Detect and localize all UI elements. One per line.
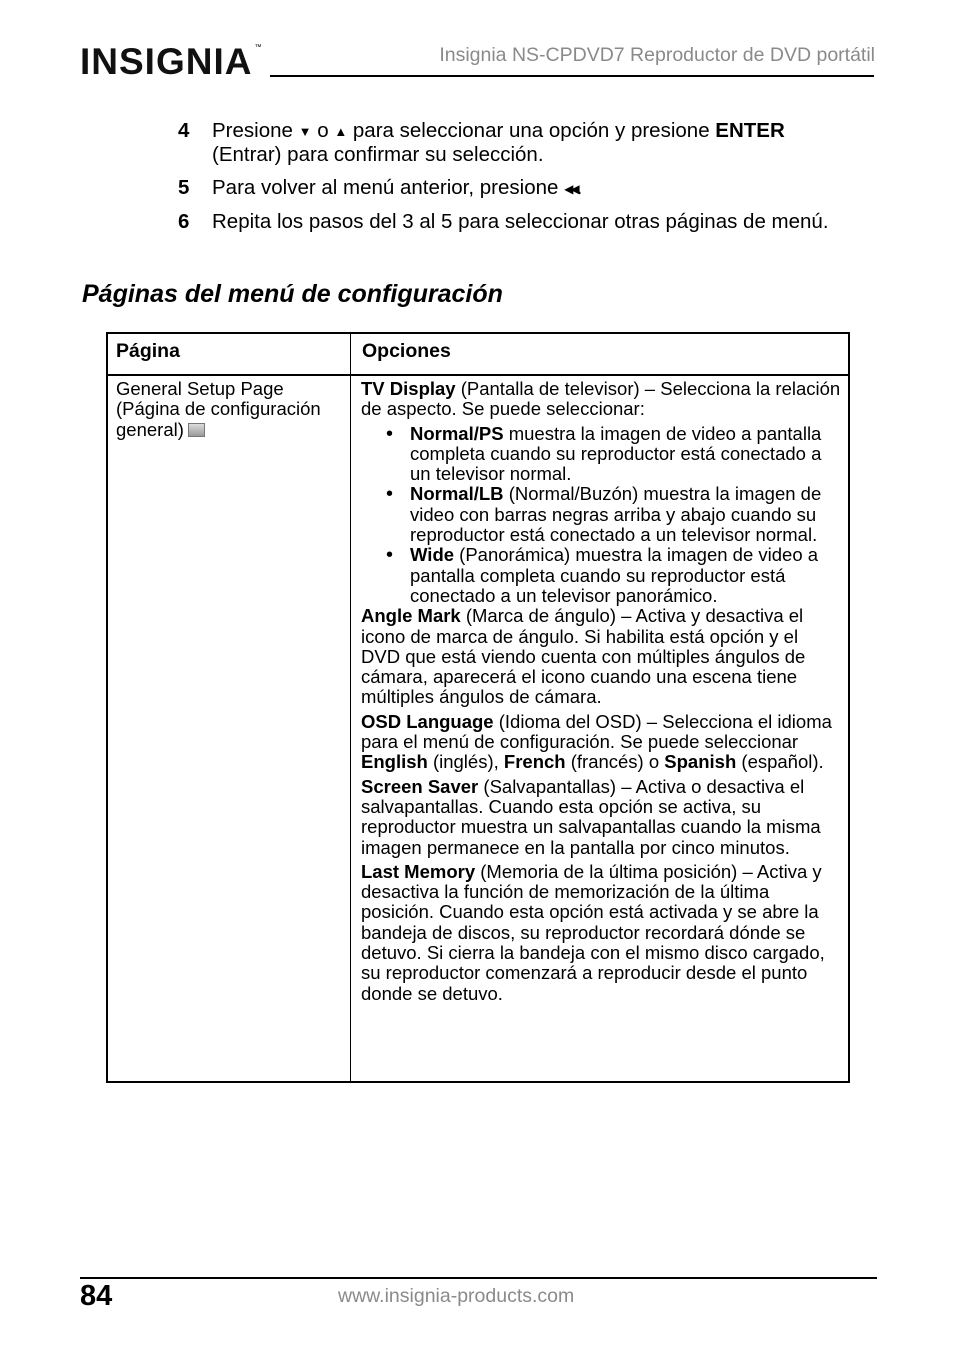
logo-trademark: ™ (254, 44, 262, 51)
option-desc: (español). (741, 751, 824, 773)
footer-url: www.insignia-products.com (338, 1285, 575, 1307)
step-text-part: Presione (212, 119, 293, 142)
option-last-memory (361, 862, 841, 1004)
list-item (410, 545, 841, 606)
option-desc: muestra la imagen de video a pantalla completa cuando su reproductor está conectado a un televisor normal. (410, 422, 822, 485)
tv-display-options-list (361, 424, 841, 607)
option-term: Last Memory (361, 860, 476, 882)
option-desc: (Normal/Buzón) muestra la imagen de video con barras negras arriba y abajo cuando su reproductor está conectado a un televisor normal. (410, 483, 822, 546)
step-text-part: o (317, 119, 329, 142)
option-term: OSD Language (361, 710, 494, 732)
option-desc: (Memoria de la última posición) – Activa y desactiva la función de memorización de la última posición. Cuando esta opción está activada y se abre la bandeja de discos, su reproductor recordará dónde se detuvo. Si cierra la bandeja con el mismo disco cargado, su reproductor comenzará a reproducir desde el punto donde se detuvo. (361, 860, 825, 1004)
step-number: 4 (178, 119, 190, 142)
step-text-part: (Entrar) para confirmar su selección. (212, 143, 544, 166)
footer-rule (80, 1277, 877, 1279)
table-cell-page (116, 379, 348, 440)
step-text-part: para seleccionar una opción y presione (352, 119, 710, 142)
option-desc: (Panorámica) muestra la imagen de video a pantalla completa cuando su reproductor está conectado a un televisor panorámico. (410, 544, 819, 606)
table-column-divider (350, 332, 351, 1082)
option-value-french: French (503, 751, 566, 773)
list-item (410, 424, 841, 485)
option-tv-display (361, 379, 841, 420)
option-desc: (francés) o (570, 751, 660, 773)
option-value-english: English (361, 751, 428, 773)
option-angle-mark (361, 606, 841, 707)
up-arrow-icon: ▲ (334, 124, 348, 139)
option-term: Screen Saver (361, 775, 479, 797)
step-text-part: Para volver al menú anterior, presione (212, 176, 559, 199)
option-term: Wide (410, 544, 455, 566)
step-number: 5 (178, 176, 190, 199)
page-number: 84 (80, 1280, 113, 1312)
logo-text: INSIGNIA (80, 41, 253, 82)
step-text-part: . (576, 176, 583, 199)
section-title: Páginas del menú de configuración (82, 280, 503, 308)
option-desc: (Idioma del OSD) – Selecciona el idioma para el menú de configuración. Se puede seleccionar (361, 710, 832, 753)
down-arrow-icon: ▼ (298, 124, 312, 139)
option-osd-language (361, 712, 841, 773)
table-header-options: Opciones (362, 340, 451, 362)
table-header-page: Página (116, 340, 180, 362)
table-header-divider (106, 374, 849, 376)
page-cell-text: General Setup Page (Página de configuración general) (116, 378, 321, 440)
option-screen-saver (361, 777, 841, 858)
option-desc: (Marca de ángulo) – Activa y desactiva el icono de marca de ángulo. Si habilita está opción y el DVD que está viendo cuenta con múltiples ángulos de cámara, aparecerá el icono cuando una escena tiene múltiples ángulos de cámara. (361, 605, 806, 708)
option-desc: (inglés), (432, 751, 499, 773)
option-value-spanish: Spanish (664, 751, 737, 773)
option-desc: (Salvapantallas) – Activa o desactiva el salvapantallas. Cuando esta opción se activa, su reproductor muestra un salvapantallas cuando la misma imagen permanece en la pantalla por cinco minutos. (361, 775, 821, 858)
option-term: TV Display (361, 378, 456, 399)
enter-key-label: ENTER (715, 119, 785, 142)
header-title: Insignia NS-CPDVD7 Reproductor de DVD portátil (439, 44, 875, 66)
step-text (212, 119, 872, 166)
insignia-logo (80, 36, 270, 88)
option-desc: (Pantalla de televisor) – Selecciona la relación de aspecto. Se puede seleccionar: (361, 378, 841, 420)
step-text (212, 176, 872, 201)
option-term: Normal/PS (410, 422, 504, 444)
table-cell-options (361, 379, 841, 1008)
general-setup-page-icon (188, 423, 205, 437)
header-rule (270, 75, 874, 77)
option-term: Angle Mark (361, 605, 461, 627)
list-item (410, 484, 841, 545)
step-number: 6 (178, 210, 190, 233)
step-text: Repita los pasos del 3 al 5 para seleccionar otras páginas de menú. (212, 210, 829, 233)
option-term: Normal/LB (410, 483, 504, 505)
rewind-icon: ◀◀ (564, 182, 577, 196)
